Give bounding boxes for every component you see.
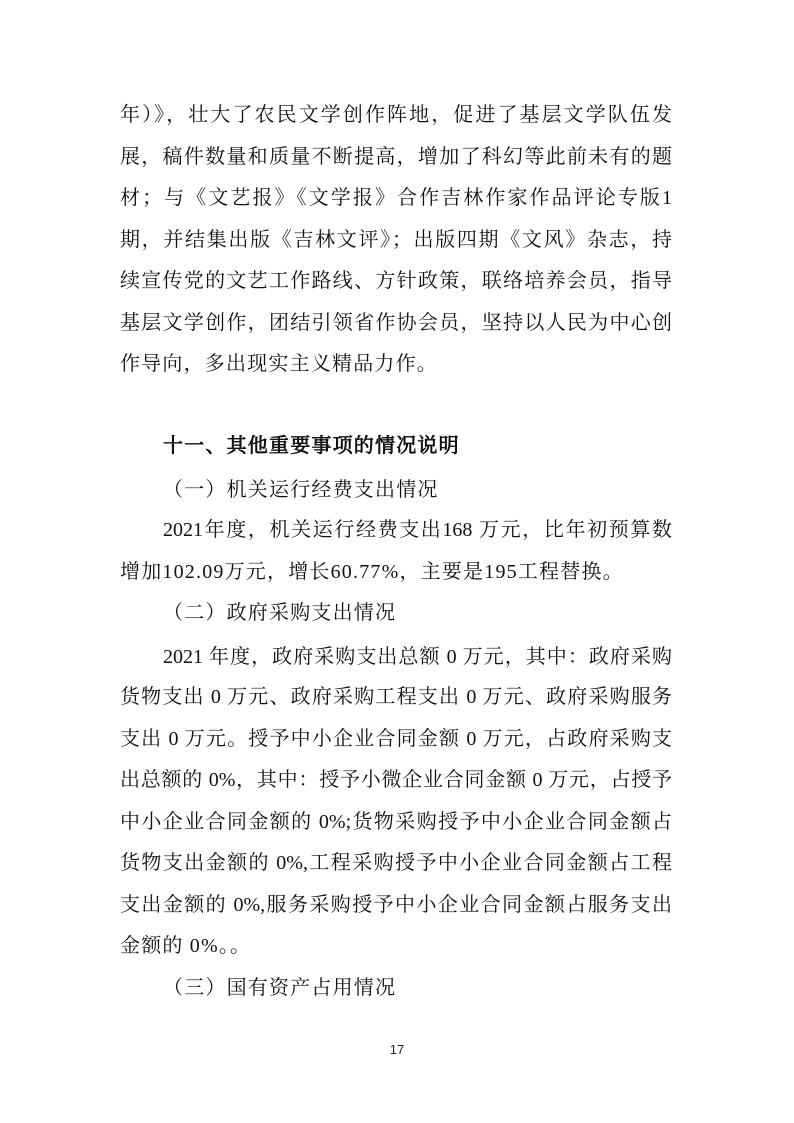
subsection-2-line-5: 中小企业合同金额的 0%;货物采购授予中小企业合同金额占 (120, 811, 672, 833)
subsection-3-title: （三）国有资产占用情况 (163, 977, 397, 999)
subsection-1-line-2: 增加102.09万元，增长60.77%，主要是195工程替换。 (120, 561, 624, 583)
subsection-2-line-2: 货物支出 0 万元、政府采购工程支出 0 万元、政府采购服务 (120, 686, 672, 708)
intro-line-6: 基层文学创作，团结引领省作协会员，坚持以人民为中心创 (120, 312, 672, 334)
intro-line-1: 年）》，壮大了农民文学创作阵地，促进了基层文学队伍发 (120, 104, 672, 126)
subsection-2-line-4: 出总额的 0%，其中：授予小微企业合同金额 0 万元，占授予 (120, 769, 672, 791)
subsection-2-line-7: 支出金额的 0%,服务采购授予中小企业合同金额占服务支出 (120, 894, 672, 916)
intro-line-2: 展，稿件数量和质量不断提高，增加了科幻等此前未有的题 (120, 146, 672, 168)
subsection-1-title: （一）机关运行经费支出情况 (163, 479, 439, 501)
subsection-2-line-3: 支出 0 万元。授予中小企业合同金额 0 万元，占政府采购支 (120, 728, 672, 750)
subsection-2-line-6: 货物支出金额的 0%,工程采购授予中小企业合同金额占工程 (120, 852, 672, 874)
subsection-2-title: （二）政府采购支出情况 (163, 602, 397, 624)
section-heading: 十一、其他重要事项的情况说明 (163, 435, 460, 457)
intro-line-7: 作导向，多出现实主义精品力作。 (120, 353, 438, 375)
page-number: 17 (389, 1042, 405, 1057)
subsection-2-line-1: 2021 年度，政府采购支出总额 0 万元，其中：政府采购 (163, 646, 672, 668)
intro-line-3: 材；与《文艺报》《文学报》合作吉林作家作品评论专版1 (120, 187, 672, 209)
intro-line-4: 期，并结集出版《吉林文评》；出版四期《文风》杂志，持 (120, 229, 672, 251)
subsection-2-line-8: 金额的 0%。。 (120, 935, 252, 957)
subsection-1-line-1: 2021年度，机关运行经费支出168 万元，比年初预算数 (163, 519, 672, 541)
intro-line-5: 续宣传党的文艺工作路线、方针政策，联络培养会员，指导 (120, 270, 672, 292)
